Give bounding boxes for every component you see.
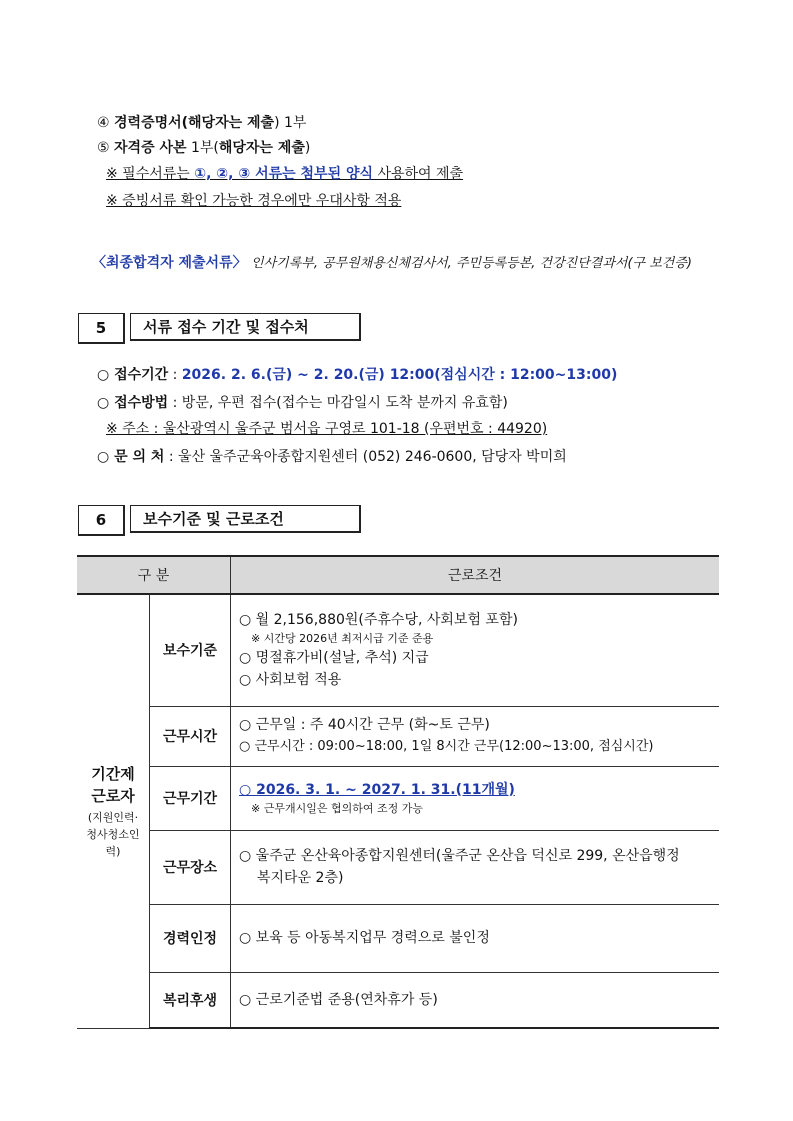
pay-line-3: ○ 명절휴가비(설날, 추석) 지급 bbox=[239, 650, 429, 667]
table-row bbox=[77, 706, 719, 766]
pay-line-2: ※ 시간당 2026년 최저시급 기준 준용 bbox=[251, 632, 434, 646]
group-cell bbox=[77, 594, 150, 1028]
section-5-number: 5 bbox=[78, 313, 125, 344]
row-content-career bbox=[231, 904, 720, 972]
row-content-welfare bbox=[231, 972, 720, 1028]
contact-label: ○ 문 의 처 bbox=[97, 449, 165, 465]
item-5-title: 자격증 사본 bbox=[114, 140, 187, 156]
row-label-period: 근무기간 bbox=[150, 766, 231, 830]
row-label-welfare: 복리후생 bbox=[150, 972, 231, 1028]
item-5-end: ) bbox=[304, 140, 311, 156]
hours-line-1: ○ 근무일 : 주 40시간 근무 (화~토 근무) bbox=[239, 717, 490, 733]
final-docs-text: 인사기록부, 공무원채용신체검사서, 주민등록등본, 건강진단결과서(구 보건증) bbox=[251, 256, 692, 271]
section-6-number: 6 bbox=[78, 505, 125, 536]
row-label-location: 근무장소 bbox=[150, 830, 231, 904]
working-conditions-table bbox=[77, 555, 719, 1029]
note-proof-docs: ※ 증빙서류 확인 가능한 경우에만 우대사항 적용 bbox=[106, 193, 402, 209]
welfare-line-1: ○ 근로기준법 준용(연차휴가 등) bbox=[239, 991, 438, 1008]
row-content-period bbox=[231, 766, 720, 830]
period-line-2: ※ 근무개시일은 협의하여 조정 가능 bbox=[251, 802, 423, 815]
career-line-1: ○ 보육 등 아동복지업무 경력으로 불인정 bbox=[239, 930, 490, 946]
table-row bbox=[77, 830, 719, 904]
row-content-hours bbox=[231, 706, 720, 766]
note-1-c: 사용하여 제출 bbox=[373, 166, 464, 182]
table-row bbox=[77, 904, 719, 972]
section-5-title: 서류 접수 기간 및 접수처 bbox=[130, 313, 361, 341]
table-row bbox=[77, 594, 719, 706]
item-5-mid: 1부( bbox=[186, 140, 219, 156]
group-line-1: 기간제 bbox=[91, 764, 135, 783]
row-content-location bbox=[231, 830, 720, 904]
submit-method-label: ○ 접수방법 bbox=[97, 395, 169, 411]
table-row bbox=[77, 766, 719, 830]
submit-method-value: : 방문, 우편 접수(접수는 마감일시 도착 분까지 유효함) bbox=[168, 395, 508, 411]
contact bbox=[97, 446, 567, 466]
hours-line-2: ○ 근무시간 : 09:00~18:00, 1일 8시간 근무(12:00~13:00, 점심시간) bbox=[239, 739, 654, 754]
group-note: (지원인력·청사청소인력) bbox=[86, 810, 140, 858]
row-label-hours: 근무시간 bbox=[150, 706, 231, 766]
item-5-number: ⑤ bbox=[97, 140, 110, 156]
submit-period-label: ○ 접수기간 bbox=[97, 367, 169, 383]
period-line-1: ○ 2026. 3. 1. ~ 2027. 1. 31.(11개월) bbox=[239, 782, 515, 798]
row-label-pay: 보수기준 bbox=[150, 594, 231, 706]
submit-address: ※ 주소 : 울산광역시 울주군 범서읍 구영로 101-18 (우편번호 : 44920) bbox=[106, 421, 548, 437]
submit-method bbox=[97, 392, 508, 412]
contact-value: : 울산 울주군육아종합지원센터 (052) 246-0600, 담당자 박미희 bbox=[164, 449, 567, 465]
item-5-bold: 해당자는 제출 bbox=[218, 140, 305, 156]
note-required-docs bbox=[106, 163, 463, 183]
row-label-career: 경력인정 bbox=[150, 904, 231, 972]
group-line-2: 근로자 bbox=[91, 786, 135, 805]
table-row bbox=[77, 972, 719, 1028]
submit-period-value: 2026. 2. 6.(금) ~ 2. 20.(금) 12:00(점심시간 : 12:00~13:00) bbox=[181, 367, 618, 383]
item-4-number: ④ bbox=[97, 115, 110, 131]
location-line-1: ○ 울주군 온산육아종합지원센터(울주군 온산읍 덕신로 299, 온산읍행정 bbox=[239, 848, 680, 864]
header-conditions: 근로조건 bbox=[231, 556, 720, 594]
item-4-rest: ) 1부 bbox=[274, 115, 307, 131]
section-6-title: 보수기준 및 근로조건 bbox=[130, 505, 361, 533]
location-line-2: 복지타운 2층) bbox=[257, 870, 344, 886]
note-1-a: ※ 필수서류는 bbox=[106, 166, 195, 182]
submit-period: ○ 접수기간 : 2026. 2. 6.(금) ~ 2. 20.(금) 12:00(점심시간 : 12:00~13:00) bbox=[97, 367, 618, 383]
item-4 bbox=[97, 112, 306, 132]
pay-line-1-text: ○ 월 2,156,880원(주휴수당, 사회보험 포함) bbox=[239, 612, 518, 629]
note-1-b: ①, ②, ③ 서류는 첨부된 양식 bbox=[194, 166, 374, 182]
item-4-title: 경력증명서(해당자는 제출 bbox=[114, 115, 275, 131]
table-header-row bbox=[77, 556, 719, 594]
row-content-pay bbox=[231, 594, 720, 706]
final-docs bbox=[92, 252, 692, 272]
pay-line-1 bbox=[239, 609, 711, 631]
pay-line-4: ○ 사회보험 적용 bbox=[239, 672, 342, 689]
header-category: 구 분 bbox=[77, 556, 231, 594]
final-docs-label: 〈최종합격자 제출서류〉 bbox=[92, 255, 247, 271]
item-5 bbox=[97, 137, 310, 157]
